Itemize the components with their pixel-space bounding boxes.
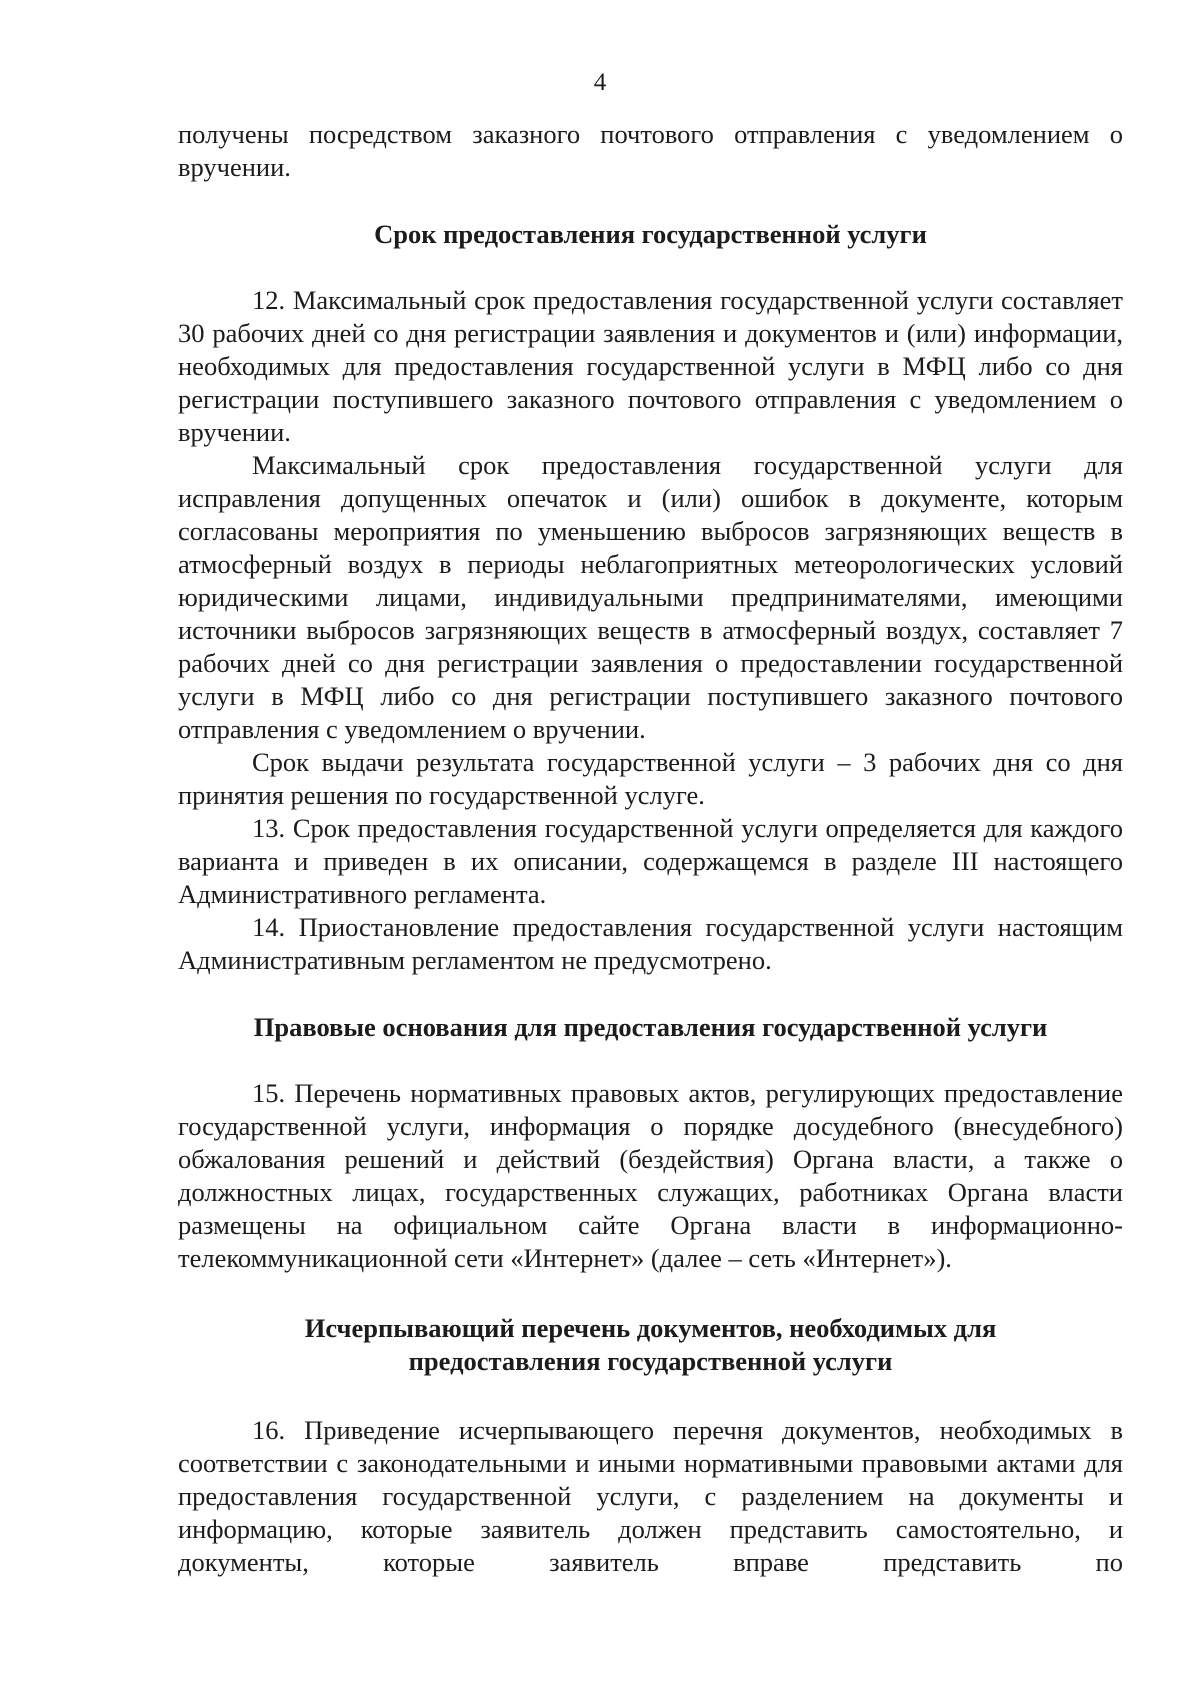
section-heading-legal-basis: Правовые основания для предоставления государственной услуги (253, 1012, 1048, 1042)
paragraph-12: 12. Максимальный срок предоставления государственной услуги составляет 30 рабочих дней со дня регистрации заявления и документов и (или) информации, необходимых для предоставления государственной услуги в МФЦ либо со дня регистрации поступившего заказного почтового отправления с уведомлением о вручении. (178, 285, 1123, 447)
paragraph-13: 13. Срок предоставления государственной услуги определяется для каждого варианта и приведен в их описании, содержащемся в разделе III настоящего Административного регламента. (178, 813, 1123, 909)
document-body (178, 118, 1123, 1579)
continuation-paragraph: получены посредством заказного почтового отправления с уведомлением о вручении. (178, 119, 1123, 182)
paragraph-max-term-corrections: Максимальный срок предоставления государственной услуги для исправления допущенных опечаток и (или) ошибок в документе, которым согласованы мероприятия по уменьшению выбросов загрязняющих веществ в атмосферный воздух в периоды неблагоприятных метеорологических условий юридическими лицами, индивидуальными предпринимателями, имеющими источники выбросов загрязняющих веществ в атмосферный воздух, составляет 7 рабочих дней со дня регистрации заявления о предоставлении государственной услуги в МФЦ либо со дня регистрации поступившего заказного почтового отправления с уведомлением о вручении. (178, 450, 1123, 744)
paragraph-15: 15. Перечень нормативных правовых актов, регулирующих предоставление государственной услуги, информация о порядке досудебного (внесудебного) обжалования решений и действий (бездействия) Органа власти, а также о должностных лицах, государственных служащих, работниках Органа власти размещены на официальном сайте Органа власти в информационно-телекоммуникационной сети «Интернет» (далее – сеть «Интернет»). (178, 1078, 1123, 1273)
section-heading-documents-line1: Исчерпывающий перечень документов, необходимых для (304, 1313, 997, 1343)
page-number: 4 (593, 69, 607, 96)
paragraph-16: 16. Приведение исчерпывающего перечня документов, необходимых в соответствии с законодательными и иными нормативными правовыми актами для предоставления государственной услуги, с разделением на документы и информацию, которые заявитель должен представить самостоятельно, и документы, которые заявитель вправе представить по (178, 1415, 1123, 1577)
section-heading-term: Срок предоставления государственной услуги (374, 219, 927, 249)
paragraph-result-issue-term: Срок выдачи результата государственной услуги – 3 рабочих дня со дня принятия решения по государственной услуге. (178, 747, 1123, 810)
section-heading-documents (178, 1312, 1123, 1378)
paragraph-14: 14. Приостановление предоставления государственной услуги настоящим Административным регламентом не предусмотрено. (178, 912, 1123, 975)
section-heading-documents-line2: предоставления государственной услуги (408, 1346, 893, 1376)
